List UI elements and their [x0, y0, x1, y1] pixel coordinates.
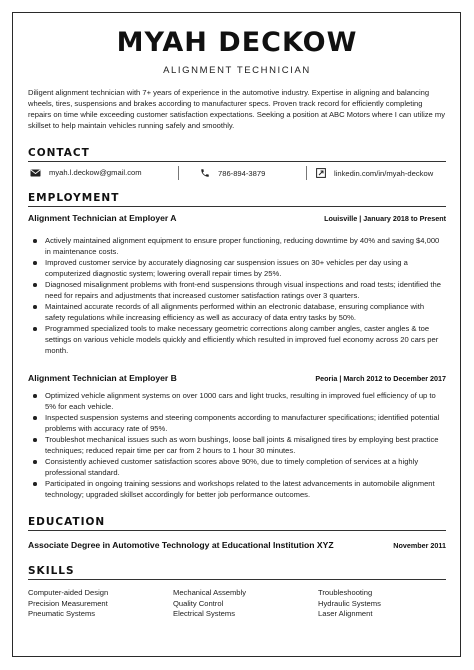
job-bullet-list: [28, 235, 446, 356]
bullet-icon: [33, 261, 37, 265]
phone-icon: [200, 168, 210, 178]
contact-phone[interactable]: [200, 168, 265, 178]
job-location-dates: Peoria | March 2012 to December 2017: [315, 374, 446, 383]
contact-heading: CONTACT: [28, 147, 90, 159]
degree-date: November 2011: [393, 541, 446, 550]
list-item: [28, 412, 446, 434]
bullet-text: Optimized vehicle alignment systems on over 1000 cars and light trucks, resulting in improved fuel efficiency of up to 5% for each vehicle.: [45, 391, 436, 411]
job-bullet-list: [28, 390, 446, 500]
skill-item: Laser Alignment: [318, 609, 373, 618]
candidate-name: MYAH DECKOW: [116, 27, 358, 58]
job-position: Alignment Technician at Employer B: [28, 373, 177, 383]
bullet-icon: [33, 482, 37, 486]
bullet-icon: [33, 460, 37, 464]
bullet-icon: [33, 394, 37, 398]
skill-item: Hydraulic Systems: [318, 598, 381, 608]
list-item: [28, 235, 446, 257]
education-divider: [28, 530, 446, 531]
job-header: [28, 213, 446, 223]
skills-heading: SKILLS: [28, 565, 75, 577]
linkedin-text: linkedin.com/in/myah-deckow: [334, 168, 434, 178]
list-item: [28, 323, 446, 356]
employment-heading: EMPLOYMENT: [28, 192, 120, 204]
envelope-icon: [30, 169, 41, 177]
skill-item: Electrical Systems: [173, 609, 236, 618]
job-position: Alignment Technician at Employer A: [28, 213, 177, 223]
contact-separator: [306, 166, 307, 180]
bullet-text: Consistently achieved customer satisfaction scores above 90%, due to timely completion of services at a highly professional standard.: [45, 457, 419, 477]
bullet-icon: [33, 239, 37, 243]
bullet-icon: [33, 283, 37, 287]
contact-email[interactable]: [30, 168, 142, 177]
list-item: [28, 456, 446, 478]
list-item: [28, 257, 446, 279]
job-location-dates: Louisville | January 2018 to Present: [324, 214, 446, 223]
email-text: myah.l.deckow@gmail.com: [49, 168, 142, 177]
bullet-text: Inspected suspension systems and steering components according to manufacturer specifications; identified potential problems with accuracy rate of 95%.: [45, 413, 440, 433]
list-item: [28, 279, 446, 301]
summary-paragraph: Diligent alignment technician with 7+ years of experience in the automotive industry. Expertise in aligning and balancing wheels, tires, suspensions and brakes according to manufacturer specs. Proven track record for efficiently completing repairs on time while exceeding customer satisfaction expectations. Seeking a position at ABC Motors where I can utilize my skillset to help maintain vehicles running safely and smoothly.: [28, 88, 446, 130]
bullet-text: Programmed specialized tools to make necessary geometric corrections along camber angles, caster angles & toe settings on various vehicle models quickly and efficiently which resulted in improved fuel economy across 20 cars per month.: [45, 324, 439, 355]
candidate-title: ALIGNMENT TECHNICIAN: [163, 65, 311, 76]
bullet-icon: [33, 305, 37, 309]
bullet-icon: [33, 438, 37, 442]
degree-title: Associate Degree in Automotive Technology at Educational Institution XYZ: [28, 540, 334, 550]
skill-item: Troubleshooting: [318, 588, 373, 597]
contact-linkedin[interactable]: [316, 168, 433, 178]
bullet-text: Actively maintained alignment equipment to ensure proper functioning, reducing downtime by 40% and saving $4,000 in maintenance costs.: [45, 236, 440, 256]
bullet-icon: [33, 416, 37, 420]
bullet-text: Participated in ongoing training sessions and workshops related to the latest advancements in automobile alignment technology; upgraded skillset accordingly for better job performance outcomes.: [45, 479, 435, 499]
bullet-icon: [33, 327, 37, 331]
list-item: [28, 390, 446, 412]
employment-divider: [28, 206, 446, 207]
bullet-text: Improved customer service by accurately diagnosing car suspension issues on 30+ vehicles per day using a computerized diagnostic system; lowering overall repair times by 25%.: [45, 258, 408, 278]
education-entry: [28, 540, 446, 550]
list-item: [28, 301, 446, 323]
skill-item: Mechanical Assembly: [173, 588, 247, 597]
skills-grid: [28, 588, 446, 620]
skill-item: Precision Measurement: [28, 598, 108, 608]
link-icon: [316, 168, 326, 178]
skill-item: Quality Control: [173, 598, 224, 608]
skill-item: Computer-aided Design: [28, 588, 109, 597]
contact-separator: [178, 166, 179, 180]
job-header: [28, 373, 446, 383]
list-item: [28, 434, 446, 456]
bullet-text: Troubleshot mechanical issues such as worn bushings, loose ball joints & misaligned tires by employing best practice techniques; reduced repair time per car from 2 hours to 1 hour 30 minutes.: [45, 435, 439, 455]
skills-divider: [28, 579, 446, 580]
education-heading: EDUCATION: [28, 516, 106, 528]
list-item: [28, 478, 446, 500]
bullet-text: Maintained accurate records of all alignments performed within an electronic database, ensuring compliance with safety regulations while increasing efficiency as well as accuracy of data entry tasks by 50%.: [45, 302, 425, 322]
contact-divider: [28, 161, 446, 162]
phone-text: 786-894-3879: [218, 168, 266, 178]
skill-item: Pneumatic Systems: [28, 609, 96, 618]
bullet-text: Diagnosed misalignment problems with front-end suspensions through visual inspections and road tests; identified the need for repairs and adjustments that increased customer satisfaction ratings over 3 quarters.: [45, 280, 441, 300]
